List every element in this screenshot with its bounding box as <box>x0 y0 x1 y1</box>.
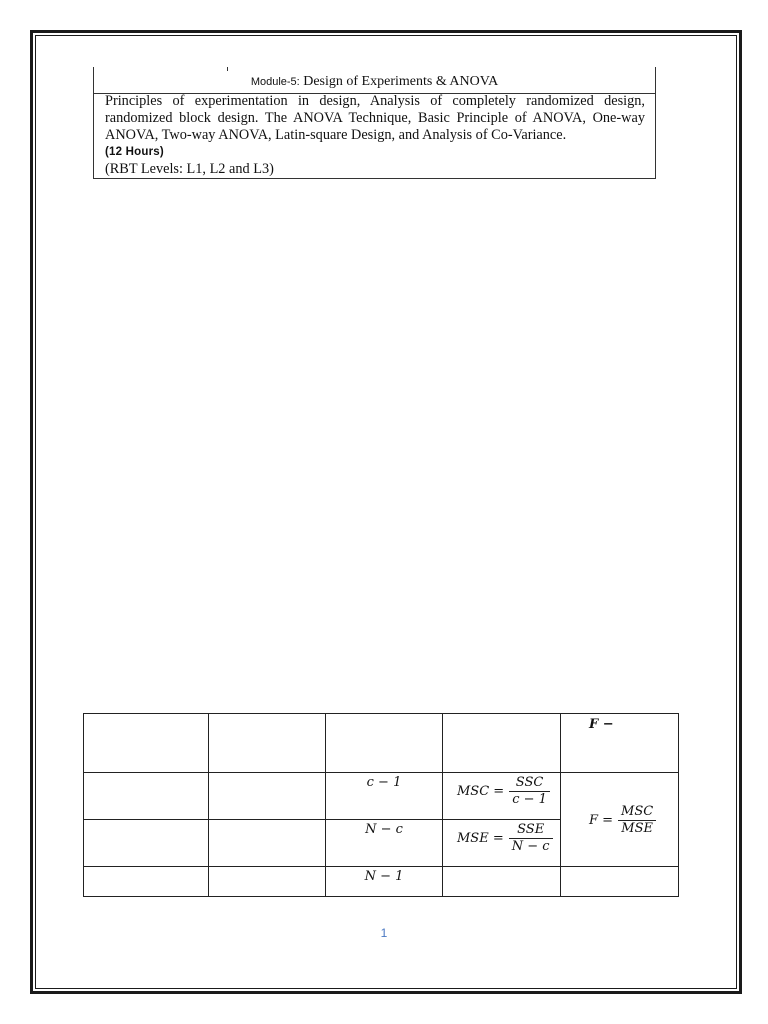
module-heading <box>94 71 655 94</box>
table-cell <box>84 820 209 867</box>
table-cell <box>443 714 561 773</box>
msc-fraction <box>509 775 550 808</box>
msc-formula <box>443 773 560 808</box>
table-row <box>84 714 679 773</box>
f-ratio-cell <box>561 773 679 867</box>
df-total-cell: N − 1 <box>326 867 443 897</box>
table-cell <box>209 820 326 867</box>
module-syllabus-box <box>93 71 656 179</box>
table-cell <box>443 867 561 897</box>
msc-lhs: MSC = <box>457 784 505 799</box>
table-cell <box>84 773 209 820</box>
f-formula <box>561 802 678 837</box>
module-rbt-levels: (RBT Levels: L1, L2 and L3) <box>105 161 274 177</box>
anova-table <box>83 713 679 897</box>
f-numerator: MSC <box>621 804 654 819</box>
mse-lhs: MSE = <box>457 831 504 846</box>
f-denominator: MSE <box>618 820 656 837</box>
table-cell <box>209 773 326 820</box>
mse-denominator: N − c <box>509 838 553 855</box>
page-number: 1 <box>380 926 388 940</box>
table-cell <box>326 714 443 773</box>
df-within-cell: N − c <box>326 820 443 867</box>
f-fraction <box>618 804 656 837</box>
table-cell <box>561 867 679 897</box>
module-title: Design of Experiments & ANOVA <box>303 74 499 89</box>
msc-numerator: SSC <box>515 775 544 790</box>
table-tick <box>655 67 656 71</box>
module-prefix: Module-5: <box>250 76 300 88</box>
module-description: Principles of experimentation in design, Analysis of completely randomized design, randomized block design. The ANOVA Technique, Basic Principle of ANOVA, One-way ANOVA, Two-way ANOVA, Latin-square Design, and Analysis of Co-Variance. <box>105 93 645 143</box>
mse-formula <box>443 820 560 855</box>
mse-numerator: SSE <box>517 822 545 837</box>
table-cell <box>84 867 209 897</box>
module-body <box>105 93 645 178</box>
f-header-cell: F − <box>561 714 679 773</box>
table-cell <box>84 714 209 773</box>
table-cell <box>209 714 326 773</box>
table-cell <box>209 867 326 897</box>
module-hours: (12 Hours) <box>105 146 164 158</box>
mse-fraction <box>509 822 553 855</box>
table-row <box>84 867 679 897</box>
table-row <box>84 773 679 820</box>
mse-cell <box>443 820 561 867</box>
msc-cell <box>443 773 561 820</box>
msc-denominator: c − 1 <box>509 791 550 808</box>
f-lhs: F = <box>589 813 614 828</box>
df-between-cell: c − 1 <box>326 773 443 820</box>
